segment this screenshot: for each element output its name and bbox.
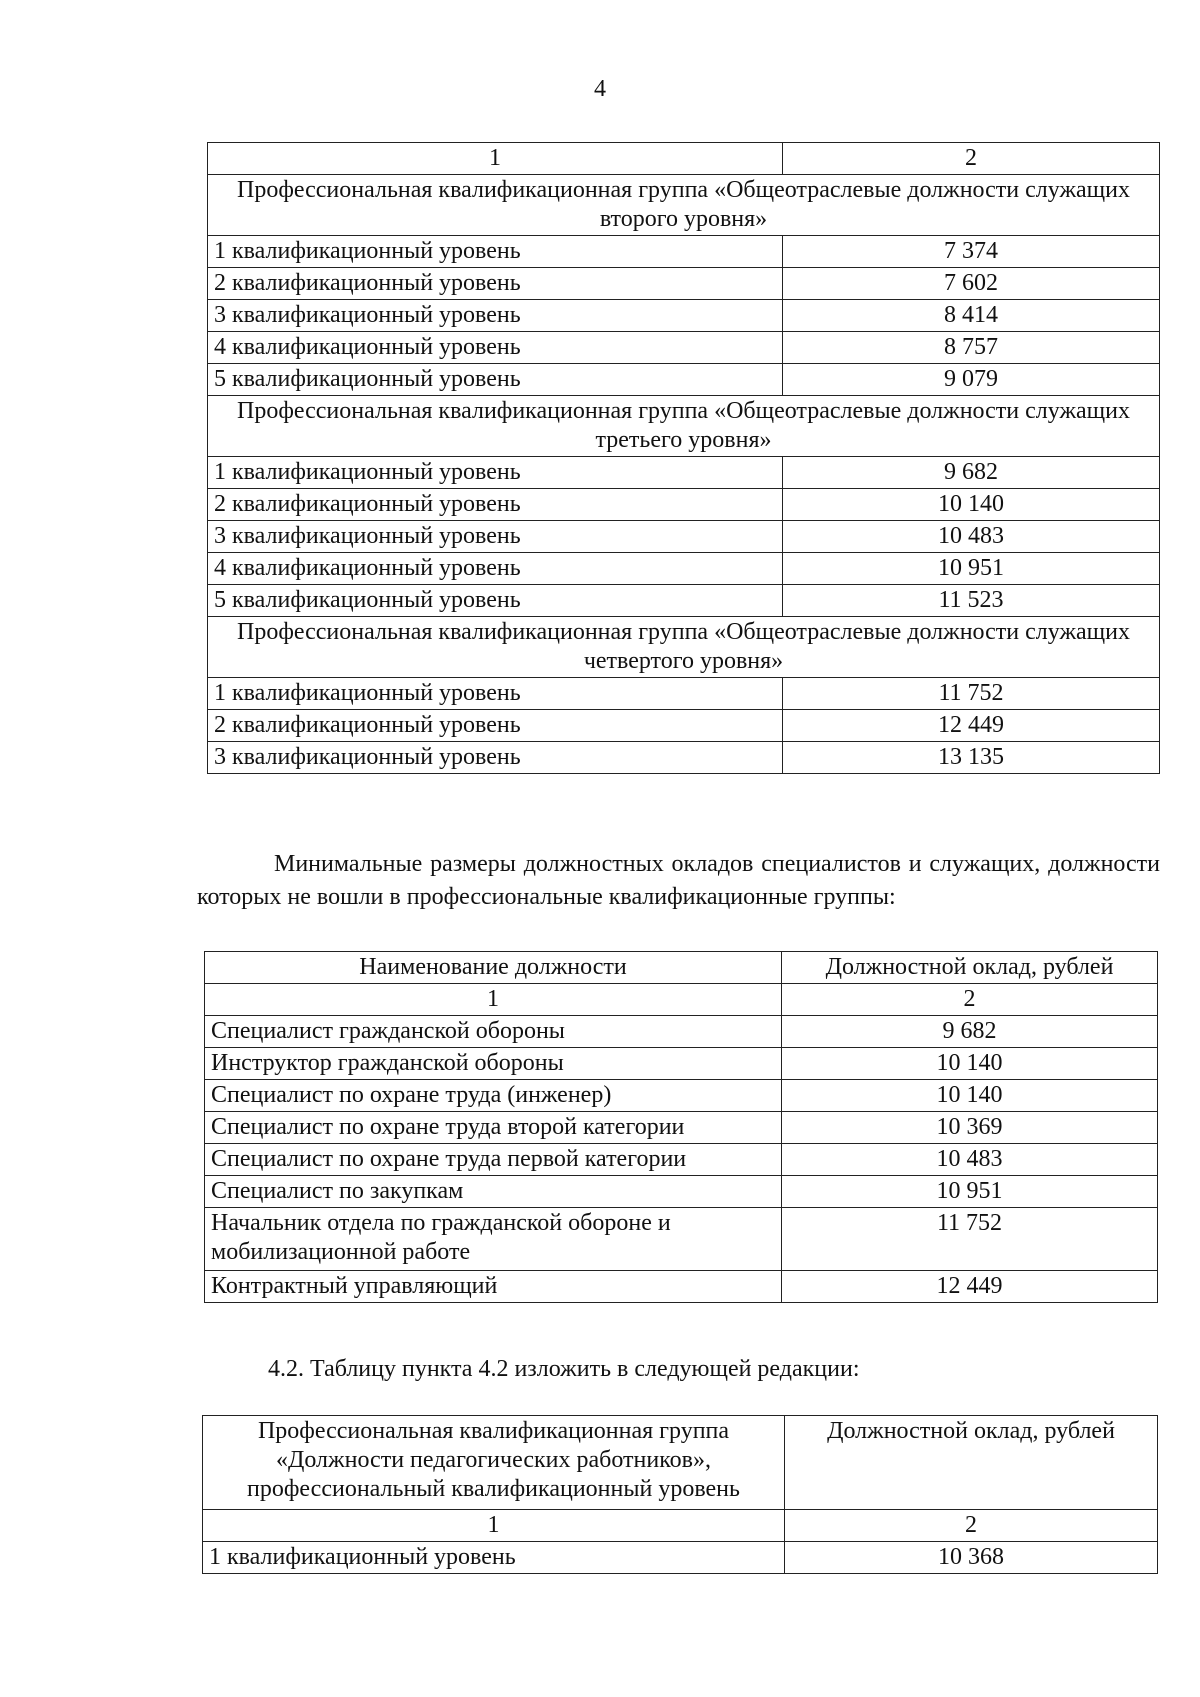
table-row bbox=[208, 364, 1160, 396]
salary-cell: 10 140 bbox=[782, 1048, 1158, 1080]
intro-paragraph: Минимальные размеры должностных окладов специалистов и служащих, должности которых не вошли в профессиональные квалификационные группы: bbox=[197, 851, 1160, 910]
group-header-row bbox=[208, 396, 1160, 457]
salary-cell: 10 369 bbox=[782, 1112, 1158, 1144]
salary-cell: 10 483 bbox=[783, 521, 1160, 553]
salary-cell: 7 374 bbox=[783, 236, 1160, 268]
level-cell: 1 квалификационный уровень bbox=[208, 678, 783, 710]
group-title: Профессиональная квалификационная группа «Общеотраслевые должности служащих третьего уровня» bbox=[208, 396, 1160, 457]
level-cell: 1 квалификационный уровень bbox=[203, 1542, 785, 1574]
salary-cell: 10 951 bbox=[783, 553, 1160, 585]
level-cell: 3 квалификационный уровень bbox=[208, 300, 783, 332]
group-title: Профессиональная квалификационная группа «Общеотраслевые должности служащих четвертого уровня» bbox=[208, 617, 1160, 678]
salary-table-pedagogical bbox=[202, 1415, 1158, 1574]
table-row bbox=[208, 678, 1160, 710]
table-row bbox=[205, 1208, 1158, 1271]
table-row-column-numbers bbox=[208, 143, 1160, 175]
position-cell: Специалист гражданской обороны bbox=[205, 1016, 782, 1048]
level-cell: 2 квалификационный уровень bbox=[208, 268, 783, 300]
table-row bbox=[205, 1144, 1158, 1176]
group-header-row bbox=[208, 617, 1160, 678]
level-cell: 3 квалификационный уровень bbox=[208, 742, 783, 774]
level-cell: 5 квалификационный уровень bbox=[208, 364, 783, 396]
level-cell: 1 квалификационный уровень bbox=[208, 457, 783, 489]
table-row bbox=[205, 1271, 1158, 1303]
salary-cell: 9 079 bbox=[783, 364, 1160, 396]
salary-cell: 10 140 bbox=[783, 489, 1160, 521]
salary-cell: 9 682 bbox=[782, 1016, 1158, 1048]
column-header-group: Профессиональная квалификационная группа «Должности педагогических работников», профессиональный квалификационный уровень bbox=[203, 1416, 785, 1510]
table-row bbox=[208, 236, 1160, 268]
table-row bbox=[205, 1176, 1158, 1208]
salary-table-other-positions bbox=[204, 951, 1158, 1303]
salary-cell: 12 449 bbox=[782, 1271, 1158, 1303]
group-title: Профессиональная квалификационная группа «Общеотраслевые должности служащих второго уровня» bbox=[208, 175, 1160, 236]
column-number-cell: 1 bbox=[205, 984, 782, 1016]
position-cell: Специалист по охране труда второй категории bbox=[205, 1112, 782, 1144]
table-row-column-numbers bbox=[203, 1510, 1158, 1542]
table-row bbox=[208, 489, 1160, 521]
table-row bbox=[203, 1542, 1158, 1574]
table-row bbox=[205, 1048, 1158, 1080]
table-row bbox=[208, 521, 1160, 553]
table-row bbox=[208, 457, 1160, 489]
column-number-cell: 1 bbox=[203, 1510, 785, 1542]
salary-cell: 8 757 bbox=[783, 332, 1160, 364]
level-cell: 4 квалификационный уровень bbox=[208, 332, 783, 364]
table-row-column-numbers bbox=[205, 984, 1158, 1016]
table-row bbox=[205, 1112, 1158, 1144]
salary-cell: 7 602 bbox=[783, 268, 1160, 300]
position-cell: Контрактный управляющий bbox=[205, 1271, 782, 1303]
column-number-cell: 2 bbox=[783, 143, 1160, 175]
salary-cell: 10 140 bbox=[782, 1080, 1158, 1112]
position-cell: Специалист по охране труда (инженер) bbox=[205, 1080, 782, 1112]
position-cell: Специалист по закупкам bbox=[205, 1176, 782, 1208]
section-paragraph: 4.2. Таблицу пункта 4.2 изложить в следующей редакции: bbox=[268, 1356, 860, 1382]
table-header-row bbox=[203, 1416, 1158, 1510]
salary-cell: 13 135 bbox=[783, 742, 1160, 774]
table-row bbox=[208, 300, 1160, 332]
table-row bbox=[208, 332, 1160, 364]
table-row bbox=[208, 268, 1160, 300]
table-row bbox=[208, 553, 1160, 585]
table-row bbox=[205, 1016, 1158, 1048]
salary-cell: 11 752 bbox=[782, 1208, 1158, 1271]
position-cell: Инструктор гражданской обороны bbox=[205, 1048, 782, 1080]
level-cell: 1 квалификационный уровень bbox=[208, 236, 783, 268]
position-cell: Начальник отдела по гражданской обороне и мобилизационной работе bbox=[205, 1208, 782, 1271]
salary-table-general-positions bbox=[207, 142, 1160, 774]
column-number-cell: 2 bbox=[782, 984, 1158, 1016]
salary-cell: 10 483 bbox=[782, 1144, 1158, 1176]
column-header-salary: Должностной оклад, рублей bbox=[785, 1416, 1158, 1510]
table-header-row bbox=[205, 952, 1158, 984]
position-cell: Специалист по охране труда первой категории bbox=[205, 1144, 782, 1176]
level-cell: 2 квалификационный уровень bbox=[208, 489, 783, 521]
column-number-cell: 2 bbox=[785, 1510, 1158, 1542]
column-number-cell: 1 bbox=[208, 143, 783, 175]
table-row bbox=[208, 585, 1160, 617]
salary-cell: 9 682 bbox=[783, 457, 1160, 489]
salary-cell: 10 951 bbox=[782, 1176, 1158, 1208]
level-cell: 5 квалификационный уровень bbox=[208, 585, 783, 617]
table-row bbox=[208, 742, 1160, 774]
page-number: 4 bbox=[594, 76, 606, 102]
table-row bbox=[205, 1080, 1158, 1112]
level-cell: 4 квалификационный уровень bbox=[208, 553, 783, 585]
column-header-position: Наименование должности bbox=[205, 952, 782, 984]
column-header-salary: Должностной оклад, рублей bbox=[782, 952, 1158, 984]
group-header-row bbox=[208, 175, 1160, 236]
table-row bbox=[208, 710, 1160, 742]
salary-cell: 11 752 bbox=[783, 678, 1160, 710]
level-cell: 3 квалификационный уровень bbox=[208, 521, 783, 553]
salary-cell: 12 449 bbox=[783, 710, 1160, 742]
level-cell: 2 квалификационный уровень bbox=[208, 710, 783, 742]
salary-cell: 10 368 bbox=[785, 1542, 1158, 1574]
salary-cell: 11 523 bbox=[783, 585, 1160, 617]
salary-cell: 8 414 bbox=[783, 300, 1160, 332]
